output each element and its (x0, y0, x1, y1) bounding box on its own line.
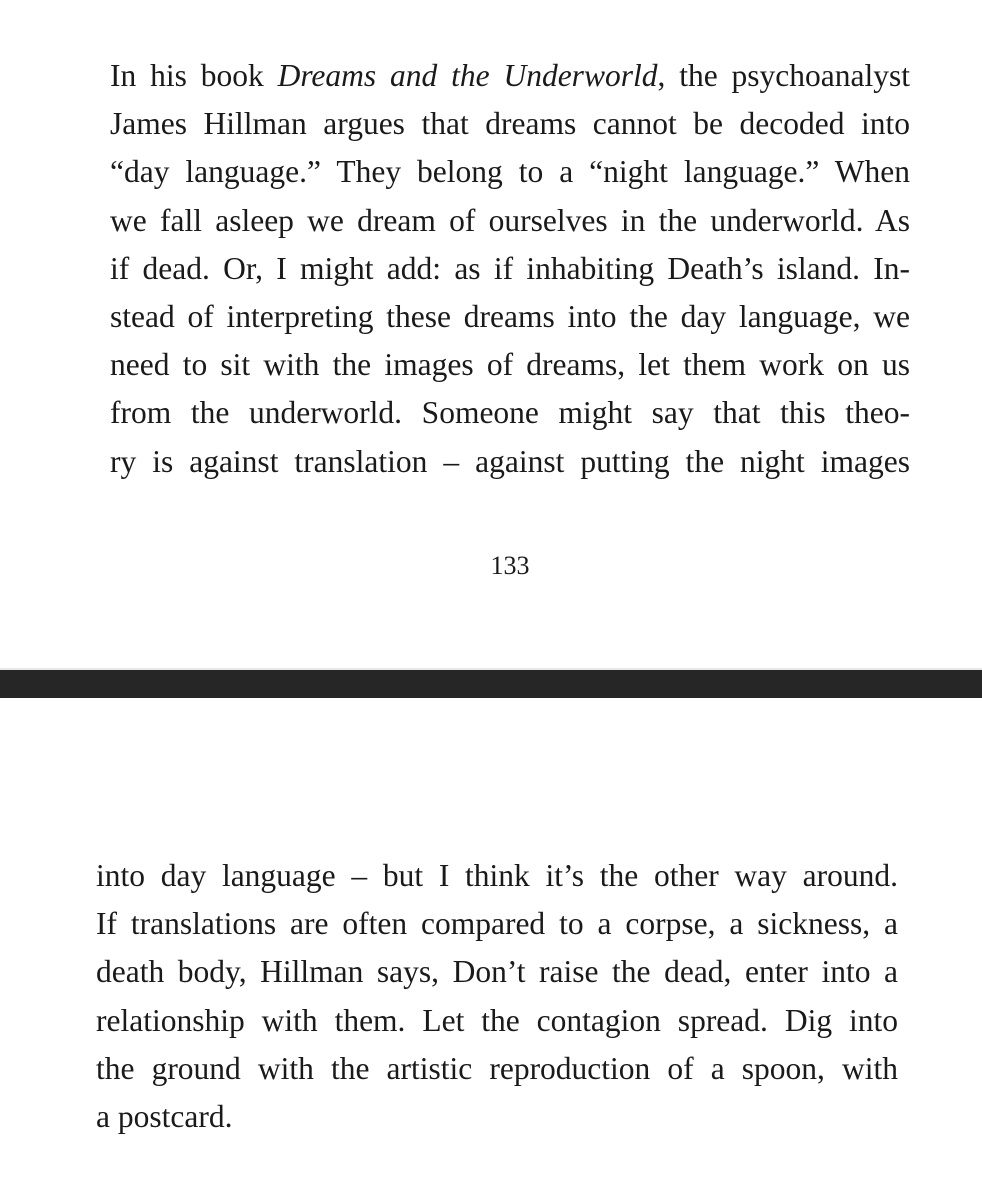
text-line: If translations are often compared to a corpse, a sickness, a (96, 906, 898, 942)
text-line: death body, Hillman says, Don’t raise the dead, enter into a (96, 954, 898, 990)
text-line: “day language.” They belong to a “night language.” When (110, 154, 910, 190)
text-line: James Hillman argues that dreams cannot be decoded into (110, 106, 910, 142)
text-line: relationship with them. Let the contagion spread. Dig into (96, 1002, 898, 1038)
text-line: ry is against translation – against putting the night images (110, 443, 910, 479)
text-line: need to sit with the images of dreams, let them work on us (110, 347, 910, 383)
bottom-paragraph (96, 852, 898, 1141)
page-divider (0, 668, 982, 698)
top-paragraph (110, 52, 910, 486)
text-line: from the underworld. Someone might say that this theo- (110, 395, 910, 431)
text-line: stead of interpreting these dreams into the day language, we (110, 298, 910, 334)
text-line: a postcard. (96, 1098, 233, 1134)
text-line (110, 52, 910, 100)
book-title: Dreams and the Underworld (277, 58, 658, 93)
page-number: 133 (490, 551, 530, 580)
text-line: into day language – but I think it’s the other way around. (96, 858, 898, 893)
text-run: In his book (110, 58, 278, 93)
text-line: if dead. Or, I might add: as if inhabiting Death’s island. In- (110, 250, 910, 286)
text-run: , the psychoanalyst (657, 58, 911, 93)
text-line: the ground with the artistic reproduction of a spoon, with (96, 1050, 898, 1086)
text-line: we fall asleep we dream of ourselves in the underworld. As (110, 202, 910, 238)
